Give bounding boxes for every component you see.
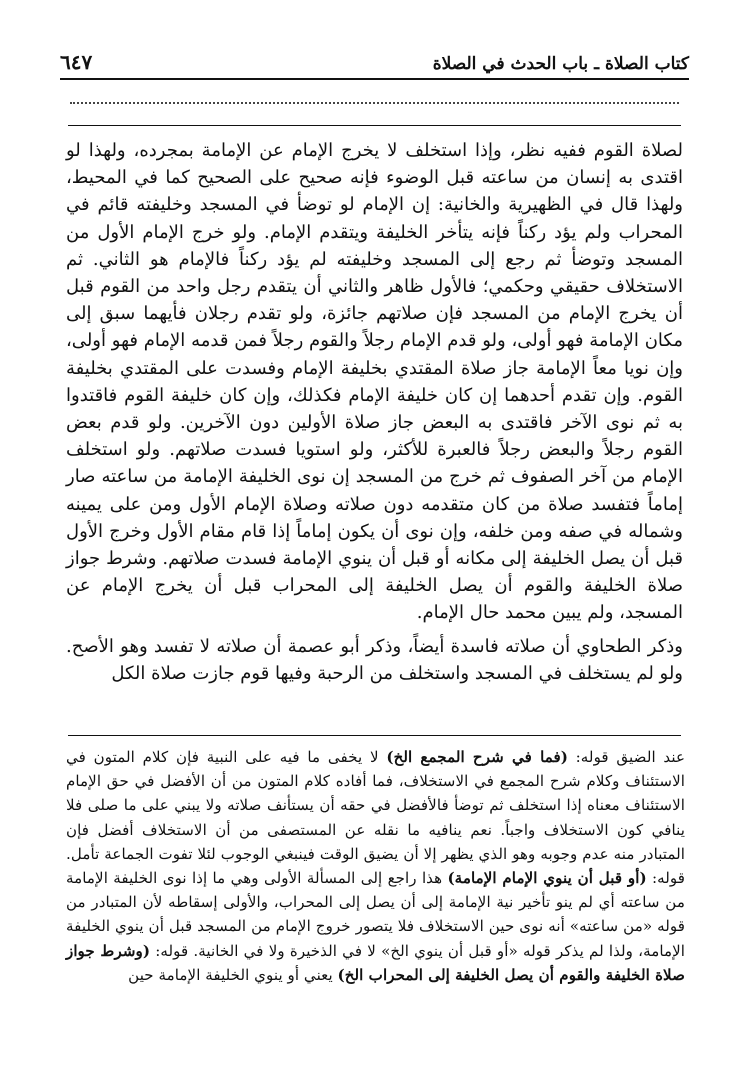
footnote-text-1a: عند الضيق قوله: [567,748,686,766]
page-header [60,44,689,80]
main-paragraph-1: لصلاة القوم ففيه نظر، وإذا استخلف لا يخرج الإمام عن الإمامة بمجرده، ولهذا لو اقتدى به إنسان من ساعته قبل الوضوء فإنه صحيح على الصحيح كما في المحيط، ولهذا قال في الظهيرية والخانية: إن الإمام لو توضأ في المسجد وخليفته قائم في المحراب ولم يؤد ركناً فإنه يتأخر الخليفة ويتقدم الإمام. ولو خرج الإمام الأول من المسجد وتوضأ ثم رجع إلى المسجد وخليفته لم يؤد ركناً فالإمام هو الثاني. ثم الاستخلاف حقيقي وحكمي؛ فالأول ظاهر والثاني أن يتقدم رجل واحد من القوم قبل أن يخرج الإمام من المسجد فإن صلاتهم جائزة، ولو تقدم رجلان فأيهما سبق إلى مكان الإمامة فهو أولى، ولو قدم الإمام رجلاً والقوم رجلاً فمن قدمه الإمام فهو أولى، وإن نويا معاً الإمامة جاز صلاة المقتدي بخليفة الإمام وفسدت على المقتدي بخليفة القوم. وإن تقدم أحدهما إن كان خليفة الإمام فكذلك، وإن كان خليفة القوم فاقتدوا به ثم نوى الآخر فاقتدى به البعض جاز صلاة الأولين دون الآخرين. ولو قدم بعض القوم رجلاً والبعض رجلاً فالعبرة للأكثر، ولو استويا فسدت صلاتهم. ولو استخلف الإمام من آخر الصفوف ثم خرج من المسجد إن نوى الخليفة الإمامة من ساعته صار إماماً فتفسد صلاة من كان متقدمه دون صلاته وصلاة الإمام الأول ومن على يمينه وشماله في صفه ومن خلفه، وإن نوى أن يكون إماماً إذا قام مقام الأول وخرج الأول قبل أن يصل الخليفة إلى مكانه أو قبل أن ينوي الإمامة فسدت صلاتهم. وشرط جواز صلاة الخليفة والقوم أن يصل الخليفة إلى المحراب قبل أن يخرج الإمام عن المسجد، ولم يبين محمد حال الإمام. [66,140,683,624]
running-title: كتاب الصلاة ـ باب الحدث في الصلاة [432,54,689,74]
footnote-quote-2: (أو قبل أن ينوي الإمام الإمامة) [447,869,647,888]
footnote-text-2b: هذا راجع إلى المسألة الأولى وهي ما إذا نوى الخليفة الإمامة من ساعته أي لم ينو تأخير نية الإمامة إلى أن يصل إلى المحراب، والأولى إسقاطه لأن المتبادر من قوله «من ساعته» أنه نوى حين الاستخلاف فلا يتصور خروج الإمام من المسجد قبل أن ينوي الخليفة الإمامة، ولذا لم يذكر قوله «أو قبل أن ينوي الخ» لا في الذخيرة ولا في الخانية. قوله: [66,869,685,960]
footnote-quote-1: (فما في شرح المجمع الخ) [386,748,568,766]
footnote-quote-3: (وشرط جواز صلاة الخليفة والقوم أن يصل الخليفة إلى المحراب الخ) [66,941,685,984]
page-number: ٦٤٧ [60,50,93,74]
main-text [66,137,683,687]
main-paragraph-2: وذكر الطحاوي أن صلاته فاسدة أيضاً، وذكر أبو عصمة أن صلاته لا تفسد وهو الأصح. ولو لم يستخلف في المسجد واستخلف من الرحبة وفيها قوم جازت صلاة الكل [66,635,683,684]
footnote-text-3b: يعني أو ينوي الخليفة الإمامة حين [128,965,338,984]
footnote-separator [68,735,681,736]
footnote-body [66,745,685,987]
text-top-rule [68,125,681,126]
footnotes [66,745,685,987]
footnote-text-1b: لا يخفى ما فيه على النبية فإن كلام المتون في الاستئناف وكلام شرح المجمع في الاستخلاف، فما أفاده كلام المتون من أن الأفضل في حق الإمام الاستئناف معناه إذا استخلف ثم توضأ فالأفضل في حقه أن يستأنف صلاته ولا يبني على ما صلى فلا ينافي كون الاستخلاف واجباً. نعم ينافيه ما نقله عن المستصفى من أن الاستخلاف أفضل فإن المتبادر منه عدم وجوبه وهو الذي يظهر إلا أن يضيق الوقت فينبغي الوجوب لئلا تفوت الجماعة تأمل. قوله: [66,748,686,888]
dotted-divider [70,102,679,104]
